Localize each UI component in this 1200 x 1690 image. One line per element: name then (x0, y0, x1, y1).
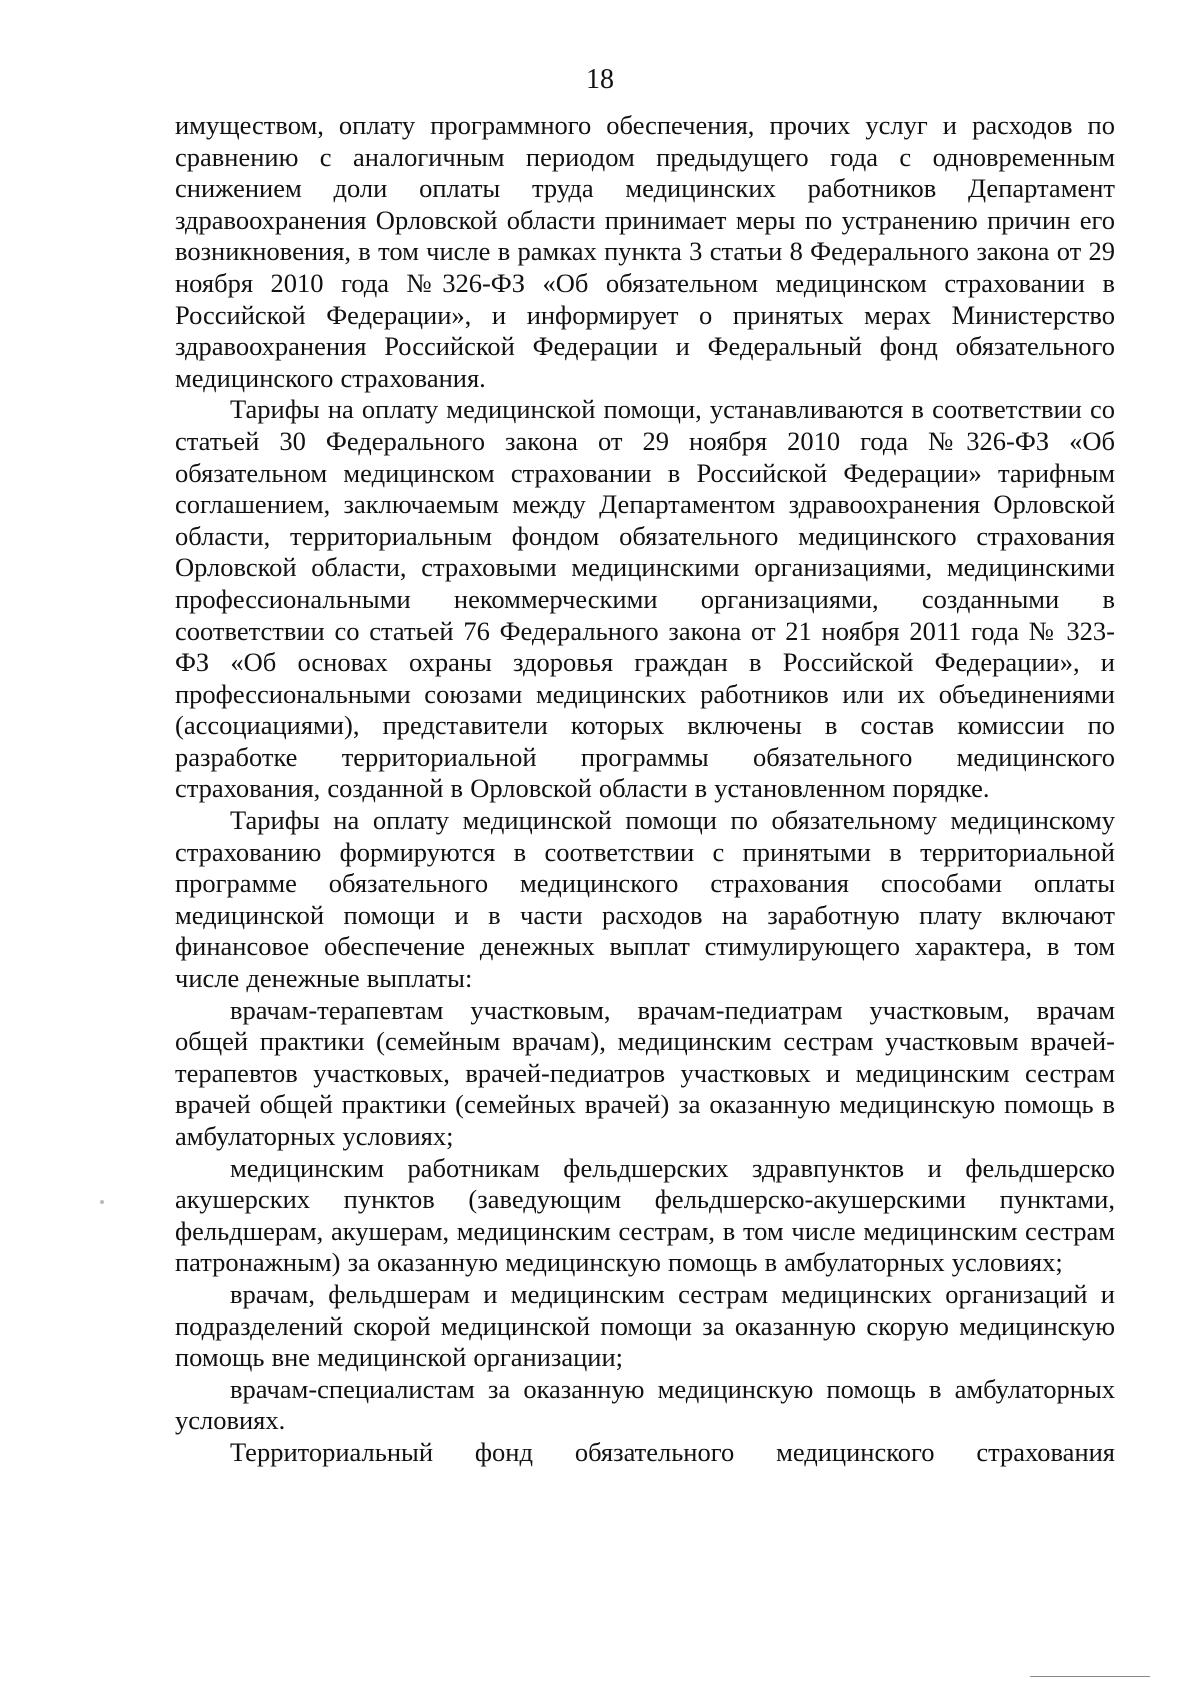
paragraph-tariffs-formation: Тарифы на оплату медицинской помощи по обязательному медицинскому страхованию формируются в соответствии с принятыми в территориальной программе обязательного медицинского страхования способами оплаты медицинской помощи и в части расходов на заработную плату включают финансовое обеспечение денежных выплат стимулирующего характера, в том числе денежные выплаты: (175, 805, 1115, 994)
footer-rule (1030, 1676, 1150, 1677)
page-number: 18 (586, 64, 614, 95)
scan-speck (100, 1200, 104, 1204)
list-item-specialists: врачам-специалистам за оказанную медицинскую помощь в амбулаторных условиях. (175, 1373, 1115, 1436)
document-body (175, 110, 1115, 1469)
list-item-feldsher-stations: медицинским работникам фельдшерских здравпунктов и фельдшерско акушерских пунктов (заведующим фельдшерско-акушерскими пунктами, фельдшерам, акушерам, медицинским сестрам, в том числе медицинским сестрам патронажным) за оказанную медицинскую помощь в амбулаторных условиях; (175, 1152, 1115, 1278)
paragraph-continuation: имуществом, оплату программного обеспечения, прочих услуг и расходов по сравнению с аналогичным периодом предыдущего года с одновременным снижением доли оплаты труда медицинских работников Департамент здравоохранения Орловской области принимает меры по устранению причин его возникновения, в том числе в рамках пункта 3 статьи 8 Федерального закона от 29 ноября 2010 года №326-ФЗ «Об обязательном медицинском страховании в Российской Федерации», и информирует о принятых мерах Министерство здравоохранения Российской Федерации и Федеральный фонд обязательного медицинского страхования. (175, 110, 1115, 393)
paragraph-territorial-fund: Территориальный фонд обязательного медицинского страхования (230, 1436, 1115, 1467)
list-item-district-doctors: врачам-терапевтам участковым, врачам-педиатрам участковым, врачам общей практики (семейным врачам), медицинским сестрам участковым врачей-терапевтов участковых, врачей-педиатров участковых и медицинским сестрам врачей общей практики (семейных врачей) за оказанную медицинскую помощь в амбулаторных условиях; (175, 994, 1115, 1151)
list-item-emergency-care: врачам, фельдшерам и медицинским сестрам медицинских организаций и подразделений скорой медицинской помощи за оказанную скорую медицинскую помощь вне медицинской организации; (175, 1278, 1115, 1373)
paragraph-tariffs-establishment: Тарифы на оплату медицинской помощи, устанавливаются в соответствии со статьей 30 Федерального закона от 29 ноября 2010 года №326-ФЗ «Об обязательном медицинском страховании в Российской Федерации» тарифным соглашением, заключаемым между Департаментом здравоохранения Орловской области, территориальным фондом обязательного медицинского страхования Орловской области, страховыми медицинскими организациями, медицинскими профессиональными некоммерческими организациями, созданными в соответствии со статьей 76 Федерального закона от 21 ноября 2011 года № 323-ФЗ «Об основах охраны здоровья граждан в Российской Федерации», и профессиональными союзами медицинских работников или их объединениями (ассоциациями), представители которых включены в состав комиссии по разработке территориальной программы обязательного медицинского страхования, созданной в Орловской области в установленном порядке. (175, 394, 1115, 804)
